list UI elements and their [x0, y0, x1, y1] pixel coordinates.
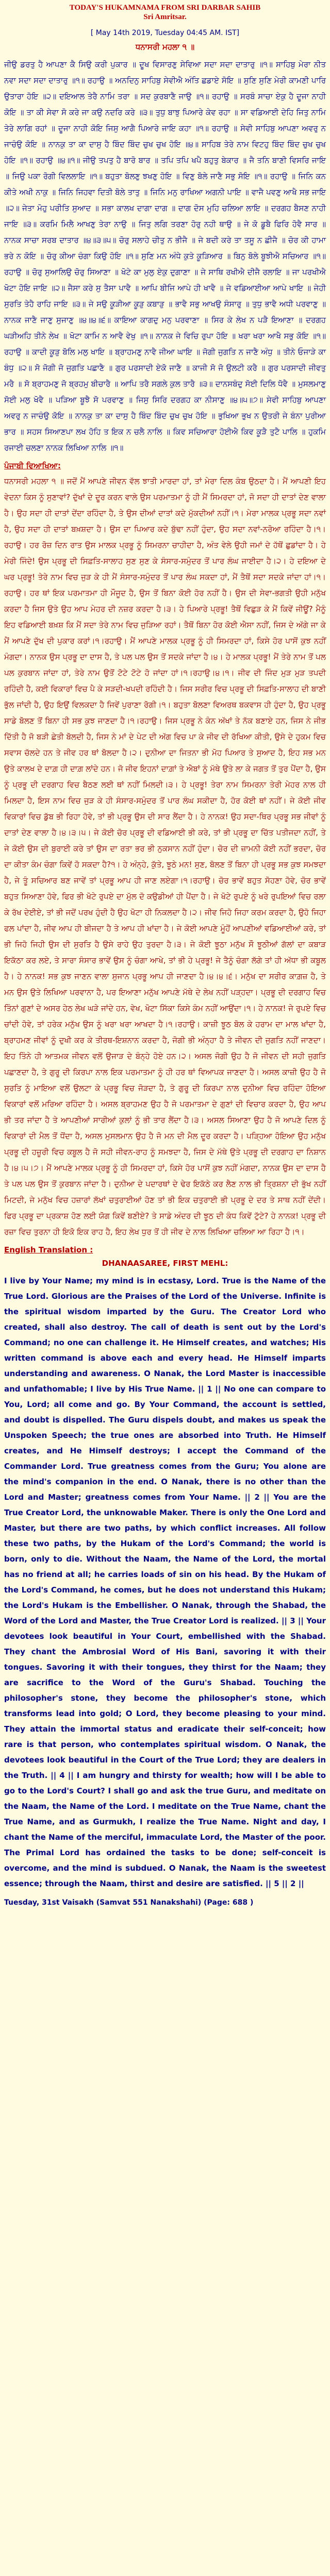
- english-translation-text: I live by Your Name; my mind is in ecstasy, Lord. True is the Name of the True Lord. Glorious are the Praises of the Lord of the Universe. Infinite is the spiritual wisdom imparted by the Guru. The Creator Lord who created, shall also destroy. The call of death is sent out by the Lord's Command; no one can challenge it. He Himself creates, and watches; His written command is above each and every head. He Himself imparts understanding and awareness. O Nanak, the Lord Master is inaccessible and unfathomable; I live by His True Name. || 1 || No one can compare to You, Lord; all come and go. By Your Command, the account is settled, and doubt is dispelled. The Guru dispels doubt, and makes us speak the Unspoken Speech; the true ones are absorbed into Truth. He Himself creates, and He Himself destroys; I accept the Command of the Commander Lord. True greatness comes from the Guru; You alone are the mind's companion in the end. O Nanak, there is no other than the Lord and Master; greatness comes from Your Name. || 2 || You are the True Creator Lord, the unknowable Maker. There is only the One Lord and Master, but there are two paths, by which conflict increases. All follow these two paths, by the Hukam of the Lord's Command; the world is born, only to die. Without the Naam, the Name of the Lord, the mortal has no friend at all; he carries loads of sin on his head. By the Hukam of the Lord's Command, he comes, but he does not understand this Hukam; the Lord's Hukam is the Embellisher. O Nanak, through the Shabad, the Word of the Lord and Master, the True Creator Lord is realized. || 3 || Your devotees look beautiful in Your Court, embellished with the Shabad. They chant the Ambrosial Word of His Bani, savoring it with their tongues. Savoring it with their tongues, they thirst for the Naam; they are sacrifice to the Word of the Guru's Shabad. Touching the philosopher's stone, they become the philosopher's stone, which transforms lead into gold; O Lord, they become pleasing to your mind. They attain the immortal status and eradicate their self-conceit; how rare is that person, who contemplates spiritual wisdom. O Nanak, the devotees look beautiful in the Court of the True Lord; they are dealers in the Truth. || 4 || I am hungry and thirsty for wealth; how will I be able to go to the Lord's Court? I shall go and ask the true Guru, and meditate on the Naam, the Name of the Lord. I meditate on the True Name, chant the True Name, and as Gurmukh, I realize the True Name. Night and day, I chant the Name of the merciful, immaculate Lord, the Master of the poor. The Primal Lord has ordained the tasks to be done; self-conceit is overcome, and the mind is subdued. O Nanak, the Naam is the sweetest essence; through the Naam, thirst and desire are satisfied. || 5 || 2 ||: [4, 1276, 326, 1888]
- date-line: [ May 14th 2019, Tuesday 04:45 AM. IST]: [90, 29, 240, 37]
- punjabi-explanation-text: ਧਨਾਸਰੀ ਮਹਲਾ ੧ ॥ ਜਦੋਂ ਮੈਂ ਆਪਣੇ ਜੀਵਨ ਵੱਲ ਝਾਤੀ ਮਾਰਦਾ ਹਾਂ, ਤਾਂ ਮੇਰਾ ਦਿਲ ਕੰਬ ਉਠਦਾ ਹੈ। ਮੈਂ ਆਪਣੀ ਇਹ ਵੇਦਨਾ ਕਿਸ ਨੂੰ ਸੁਣਾਵਾਂ? ਦੁੱਖਾਂ ਦੇ ਦੂਰ ਕਰਨ ਵਾਲੇ ਉਸ ਪਰਮਾਤਮਾ ਨੂੰ ਹੀ ਮੈਂ ਸਿਮਰਦਾ ਹਾਂ, ਜੋ ਸਦਾ ਹੀ ਦਾਤਾਂ ਦੇਣ ਵਾਲਾ ਹੈ। ਉਹ ਸਦਾ ਹੀ ਦਾਤਾਂ ਦੇਂਦਾ ਰਹਿੰਦਾ ਹੈ, ਤੇ ਉਸ ਦੀਆਂ ਦਾਤਾਂ ਕਦੇ ਮੁੱਕਦੀਆਂ ਨਹੀਂ।੧। ਮੇਰਾ ਮਾਲਕ ਪ੍ਰਭੂ ਸਦਾ ਨਵਾਂ ਹੈ, ਉਹ ਸਦਾ ਹੀ ਦਾਤਾਂ ਬਖ਼ਸ਼ਦਾ ਹੈ। ਉਸ ਦਾ ਪਿਆਰ ਕਦੇ ਬੁੱਢਾ ਨਹੀਂ ਹੁੰਦਾ, ਉਹ ਸਦਾ ਨਵਾਂ-ਨਰੋਆ ਰਹਿੰਦਾ ਹੈ।੧।ਰਹਾਉ। ਹਰ ਰੋਜ਼ ਦਿਨ ਰਾਤ ਉਸ ਮਾਲਕ ਪ੍ਰਭੂ ਨੂੰ ਸਿਮਰਨਾ ਚਾਹੀਦਾ ਹੈ, ਅੰਤ ਵੇਲੇ ਉਹੀ ਜਮਾਂ ਦੇ ਹੱਥੋਂ ਛੁਡਾਂਦਾ ਹੈ। ਹੇ ਮੇਰੀ ਜਿੰਦੇ! ਉਸ ਪ੍ਰਭੂ ਦੀ ਸਿਫ਼ਤਿ-ਸਾਲਾਹ ਸੁਣ ਸੁਣ ਕੇ ਸੰਸਾਰ-ਸਮੁੰਦਰ ਤੋਂ ਪਾਰ ਲੰਘ ਜਾਈਦਾ ਹੈ।੨। ਹੇ ਦਇਆ ਦੇ ਘਰ ਪ੍ਰਭੂ! ਤੇਰੇ ਨਾਮ ਵਿਚ ਜੁੜ ਕੇ ਹੀ ਮੈਂ ਸੰਸਾਰ-ਸਮੁੰਦਰ ਤੋਂ ਪਾਰ ਲੰਘ ਸਕਦਾ ਹਾਂ, ਮੈਂ ਤੈਥੋਂ ਸਦਾ ਸਦਕੇ ਜਾਂਦਾ ਹਾਂ।੧।ਰਹਾਉ। ਹਰ ਥਾਂ ਇਕ ਪਰਮਾਤਮਾ ਹੀ ਮੌਜੂਦ ਹੈ, ਉਸ ਤੋਂ ਬਿਨਾ ਕੋਈ ਹੋਰ ਨਹੀਂ ਹੈ। ਉਸ ਦੀ ਸੇਵਾ-ਭਗਤੀ ਉਹੀ ਮਨੁੱਖ ਕਰਦਾ ਹੈ ਜਿਸ ਉਤੇ ਉਹ ਆਪ ਮੇਹਰ ਦੀ ਨਜ਼ਰ ਕਰਦਾ ਹੈ।੩। ਹੇ ਪਿਆਰੇ ਪ੍ਰਭੂ! ਤੈਥੋਂ ਵਿਛੁੜ ਕੇ ਮੈਂ ਕਿਵੇਂ ਜੀਊਂ? ਮੈਨੂੰ ਇਹ ਵਡਿਆਈ ਬਖ਼ਸ਼ ਕਿ ਮੈਂ ਸਦਾ ਤੇਰੇ ਨਾਮ ਵਿਚ ਜੁੜਿਆ ਰਹਾਂ। ਤੈਥੋਂ ਬਿਨਾ ਹੋਰ ਕੋਈ ਐਸਾ ਨਹੀਂ, ਜਿਸ ਦੇ ਅੱਗੇ ਜਾ ਕੇ ਮੈਂ ਆਪਣੇ ਦੁੱਖ ਦੀ ਪੁਕਾਰ ਕਰਾਂ।੧।ਰਹਾਉ। ਮੈਂ ਆਪਣੇ ਮਾਲਕ ਪ੍ਰਭੂ ਨੂੰ ਹੀ ਸਿਮਰਦਾ ਹਾਂ, ਕਿਸੇ ਹੋਰ ਪਾਸੋਂ ਕੁਝ ਨਹੀਂ ਮੰਗਦਾ। ਨਾਨਕ ਉਸ ਪ੍ਰਭੂ ਦਾ ਦਾਸ ਹੈ, ਤੇ ਪਲ ਪਲ ਉਸ ਤੋਂ ਸਦਕੇ ਜਾਂਦਾ ਹੈ।੪। ਹੇ ਮਾਲਕ ਪ੍ਰਭੂ! ਮੈਂ ਤੇਰੇ ਨਾਮ ਤੋਂ ਪਲ ਪਲ ਕੁਰਬਾਨ ਜਾਂਦਾ ਹਾਂ, ਤੇਰੇ ਨਾਮ ਉਤੋਂ ਟੋਟੇ ਟੋਟੇ ਹੋ ਜਾਂਦਾ ਹਾਂ।੧।ਰਹਾਉ।੪।੧। ਜੀਵ ਦੀ ਜਿੰਦ ਮੁੜ ਮੁੜ ਤਪਦੀ ਰਹਿੰਦੀ ਹੈ, ਕਈ ਵਿਕਾਰਾਂ ਵਿਚ ਪੈ ਕੇ ਸੜਦੀ-ਖਪਦੀ ਰਹਿੰਦੀ ਹੈ। ਜਿਸ ਸਰੀਰ ਵਿਚ ਪ੍ਰਭੂ ਦੀ ਸਿਫ਼ਤਿ-ਸਾਲਾਹ ਦੀ ਬਾਣੀ ਭੁੱਲ ਜਾਂਦੀ ਹੈ, ਉਹ ਇਉਂ ਵਿਲਕਦਾ ਹੈ ਜਿਵੇਂ ਪੁਰਾਣਾ ਰੋਗੀ।੧। ਬਹੁਤਾ ਬੋਲਣਾ ਵਿਅਰਥ ਬਕਵਾਸ ਹੀ ਹੁੰਦਾ ਹੈ, ਉਹ ਪ੍ਰਭੂ ਸਾਡੇ ਬੋਲਣ ਤੋਂ ਬਿਨਾ ਹੀ ਸਭ ਕੁਝ ਜਾਣਦਾ ਹੈ।੧।ਰਹਾਉ। ਜਿਸ ਪ੍ਰਭੂ ਨੇ ਕੰਨ ਅੱਖਾਂ ਤੇ ਨੱਕ ਬਣਾਏ ਹਨ, ਜਿਸ ਨੇ ਜੀਭ ਦਿੱਤੀ ਹੈ ਜੋ ਬੜੀ ਛੇਤੀ ਬੋਲਦੀ ਹੈ, ਜਿਸ ਨੇ ਮਾਂ ਦੇ ਪੇਟ ਦੀ ਅੱਗ ਵਿਚ ਪਾ ਕੇ ਜੀਵ ਦੀ ਰੱਖਿਆ ਕੀਤੀ, ਉਸੇ ਦੇ ਹੁਕਮ ਵਿਚ ਸਵਾਸ ਚੱਲਦੇ ਹਨ ਤੇ ਜੀਵ ਹਰ ਥਾਂ ਬੋਲਦਾ ਹੈ।੨। ਦੁਨੀਆ ਦਾ ਜਿਤਨਾ ਭੀ ਮੋਹ ਪਿਆਰ ਤੇ ਸੁਆਦ ਹੈ, ਇਹ ਸਭ ਮਨ ਉਤੇ ਕਾਲਖ ਦੇ ਦਾਗ਼ ਹੀ ਦਾਗ਼ ਲਾਂਦੇ ਹਨ। ਜੋ ਜੀਵ ਇਹਨਾਂ ਦਾਗ਼ਾਂ ਤੇ ਐਬਾਂ ਨੂੰ ਮੱਥੇ ਉਤੇ ਲਾ ਕੇ ਜਗਤ ਤੋਂ ਤੁਰ ਪੈਂਦਾ ਹੈ, ਉਸ ਨੂੰ ਪ੍ਰਭੂ ਦੀ ਦਰਗਾਹ ਵਿਚ ਬੈਠਣ ਲਈ ਥਾਂ ਨਹੀਂ ਮਿਲਦੀ।੩। ਹੇ ਪ੍ਰਭੂ! ਤੇਰਾ ਨਾਮ ਸਿਮਰਨਾ ਤੇਰੀ ਮੇਹਰ ਨਾਲ ਹੀ ਮਿਲਦਾ ਹੈ, ਇਸ ਨਾਮ ਵਿਚ ਜੁੜ ਕੇ ਹੀ ਸੰਸਾਰ-ਸਮੁੰਦਰ ਤੋਂ ਪਾਰ ਲੰਘ ਸਕੀਦਾ ਹੈ, ਹੋਰ ਕੋਈ ਥਾਂ ਨਹੀਂ। ਜੇ ਕੋਈ ਜੀਵ ਵਿਕਾਰਾਂ ਵਿਚ ਡੁੱਬ ਭੀ ਰਿਹਾ ਹੋਵੇ, ਤਾਂ ਭੀ ਪ੍ਰਭੂ ਉਸ ਦੀ ਸਾਰ ਲੈਂਦਾ ਹੈ। ਹੇ ਨਾਨਕ! ਉਹ ਸਦਾ-ਥਿਰ ਪ੍ਰਭੂ ਸਭ ਜੀਵਾਂ ਨੂੰ ਦਾਤਾਂ ਦੇਣ ਵਾਲਾ ਹੈ।੪।੩।੫। ਜੇ ਕੋਈ ਚੋਰ ਪ੍ਰਭੂ ਦੀ ਵਡਿਆਈ ਭੀ ਕਰੇ, ਤਾਂ ਭੀ ਪ੍ਰਭੂ ਦਾ ਚਿੱਤ ਪਤੀਜਦਾ ਨਹੀਂ, ਤੇ ਜੇ ਕੋਈ ਉਸ ਦੀ ਬੁਰਾਈ ਕਰੇ ਤਾਂ ਉਸ ਦਾ ਰਤਾ ਭਰ ਭੀ ਨੁਕਸਾਨ ਨਹੀਂ ਹੁੰਦਾ। ਚੋਰ ਦੀ ਜ਼ਾਮਨੀ ਕੋਈ ਨਹੀਂ ਭਰਦਾ, ਚੋਰ ਦਾ ਕੀਤਾ ਕੰਮ ਚੰਗਾ ਕਿਵੇਂ ਹੋ ਸਕਦਾ ਹੈ?੧। ਹੇ ਅੰਨ੍ਹੇ, ਕੁੱਤੇ, ਝੂਠੇ ਮਨ! ਸੁਣ, ਬੋਲਣ ਤੋਂ ਬਿਨਾ ਹੀ ਪ੍ਰਭੂ ਸਭ ਕੁਝ ਸਮਝਦਾ ਹੈ, ਜੇ ਤੂੰ ਸਚਿਆਰ ਬਣ ਜਾਵੇਂ ਤਾਂ ਪ੍ਰਭੂ ਆਪ ਹੀ ਜਾਣ ਲਏਗਾ।੧।ਰਹਾਉ। ਚੋਰ ਭਾਵੇਂ ਬਹੁਤ ਸੋਹਣਾ ਹੋਵੇ, ਚੋਰ ਭਾਵੇਂ ਬਹੁਤ ਸਿਆਣਾ ਹੋਵੇ, ਫਿਰ ਭੀ ਖੋਟੇ ਰੁਪਏ ਦਾ ਮੁੱਲ ਦੋ ਕਉਡੀਆਂ ਹੀ ਪੈਂਦਾ ਹੈ। ਜੇ ਖੋਟੇ ਰੁਪਏ ਨੂੰ ਖਰੇ ਰੁਪਇਆਂ ਵਿਚ ਰਲਾ ਕੇ ਰੱਖ ਦੇਈਏ, ਤਾਂ ਭੀ ਜਦੋਂ ਪਰਖ ਹੁੰਦੀ ਹੈ ਉਹ ਖੋਟਾ ਹੀ ਨਿਕਲਦਾ ਹੈ।੨। ਜੀਵ ਜਿਹੋ ਜਿਹਾ ਕਰਮ ਕਰਦਾ ਹੈ, ਉਹੋ ਜਿਹਾ ਫਲ ਪਾਂਦਾ ਹੈ, ਜੀਵ ਆਪ ਹੀ ਬੀਜਦਾ ਹੈ ਤੇ ਆਪ ਹੀ ਖਾਂਦਾ ਹੈ। ਜੇ ਕੋਈ ਆਪਣੇ ਮੂੰਹੋਂ ਆਪਣੀਆਂ ਵਡਿਆਈਆਂ ਕਰੇ, ਤਾਂ ਭੀ ਜਿਹੋ ਜਿਹੀ ਉਸ ਦੀ ਸੁਰਤਿ ਹੈ ਉਸੇ ਰਾਹੇ ਉਹ ਤੁਰਦਾ ਹੈ।੩। ਜੇ ਕੋਈ ਝੂਠਾ ਮਨੁੱਖ ਸੌ ਝੂਠੀਆਂ ਗੱਲਾਂ ਦਾ ਕਬਾੜ ਇਕੱਠਾ ਕਰ ਲਏ, ਤੇ ਸਾਰਾ ਸੰਸਾਰ ਭਾਵੇਂ ਉਸ ਨੂੰ ਚੰਗਾ ਆਖੇ, ਤਾਂ ਭੀ ਹੇ ਪ੍ਰਭੂ! ਜੇ ਤੈਨੂੰ ਚੰਗਾ ਲੱਗੇ ਤਾਂ ਹੀ ਅੱਧਾ ਭੀ ਕਬੂਲ ਹੈ। ਹੇ ਨਾਨਕ! ਸਭ ਕੁਝ ਜਾਣਨ ਵਾਲਾ ਸੁਜਾਨ ਪ੍ਰਭੂ ਆਪ ਹੀ ਜਾਣਦਾ ਹੈ।੪।੪।੬। ਮਨੁੱਖ ਦਾ ਸਰੀਰ ਕਾਗ਼ਜ਼ ਹੈ, ਤੇ ਮਨ ਉਸ ਉਤੇ ਲਿਖਿਆ ਪਰਵਾਨਾ ਹੈ, ਪਰ ਇਆਣਾ ਮਨੁੱਖ ਆਪਣੇ ਮੱਥੇ ਦੇ ਲੇਖ ਨਹੀਂ ਪੜ੍ਹਦਾ। ਪ੍ਰਭੂ ਦੀ ਦਰਗਾਹ ਵਿਚ ਤਿੰਨਾਂ ਗੁਣਾਂ ਦੇ ਅਸਰ ਹੇਠ ਲੇਖ ਘੜੇ ਜਾਂਦੇ ਹਨ, ਵੇਖ, ਖੋਟਾ ਸਿੱਕਾ ਕਿਸੇ ਕੰਮ ਨਹੀਂ ਆਉਂਦਾ।੧। ਹੇ ਨਾਨਕ! ਜੇ ਰੁਪਏ ਵਿਚ ਚਾਂਦੀ ਹੋਵੇ, ਤਾਂ ਹਰੇਕ ਮਨੁੱਖ ਉਸ ਨੂੰ ਖਰਾ ਖਰਾ ਆਖਦਾ ਹੈ।੧।ਰਹਾਉ। ਕਾਜ਼ੀ ਝੂਠ ਬੋਲ ਕੇ ਹਰਾਮ ਦਾ ਮਾਲ ਖਾਂਦਾ ਹੈ, ਬ੍ਰਾਹਮਣ ਜੀਵਾਂ ਨੂੰ ਦੁਖੀ ਕਰ ਕੇ ਤੀਰਥ-ਇਸ਼ਨਾਨ ਕਰਦਾ ਹੈ, ਜੋਗੀ ਭੀ ਅੰਨ੍ਹਾ ਹੈ ਤੇ ਜੀਵਨ ਦੀ ਜੁਗਤਿ ਨਹੀਂ ਜਾਣਦਾ। ਇਹ ਤਿੰਨੇ ਹੀ ਆਤਮਕ ਜੀਵਨ ਵਲੋਂ ਉਜਾੜ ਦੇ ਬੰਨ੍ਹੇ ਹੋਏ ਹਨ।੨। ਅਸਲ ਜੋਗੀ ਉਹ ਹੈ ਜੋ ਜੀਵਨ ਦੀ ਸਹੀ ਜੁਗਤਿ ਪਛਾਣਦਾ ਹੈ, ਤੇ ਗੁਰੂ ਦੀ ਕਿਰਪਾ ਨਾਲ ਇਕ ਪਰਮਾਤਮਾ ਨੂੰ ਹੀ ਹਰ ਥਾਂ ਵਿਆਪਕ ਜਾਣਦਾ ਹੈ। ਅਸਲ ਕਾਜ਼ੀ ਉਹ ਹੈ ਜੋ ਸੁਰਤਿ ਨੂੰ ਮਾਇਆ ਵਲੋਂ ਉਲਟਾ ਕੇ ਪ੍ਰਭੂ ਵਿਚ ਜੋੜਦਾ ਹੈ, ਤੇ ਗੁਰੂ ਦੀ ਕਿਰਪਾ ਨਾਲ ਦੁਨੀਆ ਵਿਚ ਰਹਿੰਦਾ ਹੋਇਆ ਵਿਕਾਰਾਂ ਵਲੋਂ ਮਰਿਆ ਰਹਿੰਦਾ ਹੈ। ਅਸਲ ਬ੍ਰਾਹਮਣ ਉਹ ਹੈ ਜੋ ਪਰਮਾਤਮਾ ਦੇ ਗੁਣਾਂ ਦੀ ਵਿਚਾਰ ਕਰਦਾ ਹੈ, ਉਹ ਆਪ ਭੀ ਤਰ ਜਾਂਦਾ ਹੈ ਤੇ ਆਪਣੀਆਂ ਸਾਰੀਆਂ ਕੁਲਾਂ ਨੂੰ ਭੀ ਤਾਰ ਲੈਂਦਾ ਹੈ।੩। ਅਸਲ ਸਿਆਣਾ ਉਹ ਹੈ ਜੋ ਆਪਣੇ ਦਿਲ ਨੂੰ ਵਿਕਾਰਾਂ ਦੀ ਮੈਲ ਤੋਂ ਧੋਂਦਾ ਹੈ, ਅਸਲ ਮੁਸਲਮਾਨ ਉਹ ਹੈ ਜੋ ਮਨ ਦੀ ਮੈਲ ਦੂਰ ਕਰਦਾ ਹੈ। ਪੜ੍ਹਿਆ ਹੋਇਆ ਉਹ ਮਨੁੱਖ ਪ੍ਰਭੂ ਦੀ ਹਜ਼ੂਰੀ ਵਿਚ ਕਬੂਲ ਹੈ ਜੋ ਸਹੀ ਜੀਵਨ-ਰਾਹ ਨੂੰ ਸਮਝਦਾ ਹੈ, ਜਿਸ ਦੇ ਮੱਥੇ ਉਤੇ ਪ੍ਰਭੂ ਦੀ ਦਰਗਾਹ ਦਾ ਨਿਸ਼ਾਨ ਹੈ।੪।੫।੭। ਮੈਂ ਆਪਣੇ ਮਾਲਕ ਪ੍ਰਭੂ ਨੂੰ ਹੀ ਸਿਮਰਦਾ ਹਾਂ, ਕਿਸੇ ਹੋਰ ਪਾਸੋਂ ਕੁਝ ਨਹੀਂ ਮੰਗਦਾ, ਨਾਨਕ ਉਸ ਦਾ ਦਾਸ ਹੈ ਤੇ ਪਲ ਪਲ ਉਸ ਤੋਂ ਕੁਰਬਾਨ ਜਾਂਦਾ ਹੈ। ਦੁਨੀਆ ਦੇ ਪਦਾਰਥਾਂ ਦੇ ਢੇਰ ਇਕੱਠੇ ਕਰ ਲੈਣ ਨਾਲ ਭੀ ਤ੍ਰਿਸ਼ਨਾ ਦੀ ਭੁੱਖ ਨਹੀਂ ਮਿਟਦੀ, ਜੇ ਮਨੁੱਖ ਵਿਚ ਹਜ਼ਾਰਾਂ ਲੱਖਾਂ ਚਤੁਰਾਈਆਂ ਹੋਣ ਤਾਂ ਭੀ ਇਕ ਚਤੁਰਾਈ ਭੀ ਪ੍ਰਭੂ ਦੇ ਦਰ ਤੇ ਸਾਥ ਨਹੀਂ ਦੇਂਦੀ। ਫਿਰ ਪ੍ਰਭੂ ਦਾ ਪ੍ਰਕਾਸ਼ ਹੋਣ ਲਈ ਯੋਗ ਕਿਵੇਂ ਬਣੀਏ? ਤੇ ਸਾਡੇ ਅੰਦਰ ਦੀ ਝੂਠ ਦੀ ਕੰਧ ਕਿਵੇਂ ਟੁੱਟੇ? ਹੇ ਨਾਨਕ! ਪ੍ਰਭੂ ਦੀ ਰਜ਼ਾ ਵਿਚ ਤੁਰਨਾ ਹੀ ਇਕੋ ਇਕ ਰਾਹ ਹੈ, ਇਹ ਲੇਖ ਧੁਰ ਤੋਂ ਹੀ ਜੀਵ ਦੇ ਨਾਲ ਲਿਖਿਆ ਚਲਿਆ ਆ ਰਿਹਾ ਹੈ।੧।: [4, 477, 326, 1236]
- raag-heading: ਧਨਾਸਰੀ ਮਹਲਾ ੧ ॥: [135, 42, 195, 52]
- title-line-1: TODAY'S HUKAMNAMA FROM SRI DARBAR SAHIB: [69, 4, 261, 12]
- english-raag-title: DHANAASAREE, FIRST MEHL:: [102, 1259, 228, 1268]
- english-translation-heading: English Translation :: [4, 1245, 93, 1255]
- gurbani-shabad: ਜੀਉ ਡਰਤੁ ਹੈ ਆਪਣਾ ਕੈ ਸਿਉ ਕਰੀ ਪੁਕਾਰ ॥ ਦੂਖ ਵਿਸਾਰਣੁ ਸੇਵਿਆ ਸਦਾ ਸਦਾ ਦਾਤਾਰੁ ॥੧॥ ਸਾਹਿਬੁ ਮੇਰਾ ਨੀਤ ਨਵਾ ਸਦਾ ਸਦਾ ਦਾਤਾਰੁ ॥੧॥ ਰਹਾਉ ॥ ਅਨਦਿਨੁ ਸਾਹਿਬੁ ਸੇਵੀਐ ਅੰਤਿ ਛਡਾਏ ਸੋਇ ॥ ਸੁਣਿ ਸੁਣਿ ਮੇਰੀ ਕਾਮਣੀ ਪਾਰਿ ਉਤਾਰਾ ਹੋਇ ॥੨॥ ਦਇਆਲ ਤੇਰੈ ਨਾਮਿ ਤਰਾ ॥ ਸਦ ਕੁਰਬਾਣੈ ਜਾਉ ॥੧॥ ਰਹਾਉ ॥ ਸਰਬੰ ਸਾਚਾ ਏਕੁ ਹੈ ਦੂਜਾ ਨਾਹੀ ਕੋਇ ॥ ਤਾ ਕੀ ਸੇਵਾ ਸੋ ਕਰੇ ਜਾ ਕਉ ਨਦਰਿ ਕਰੇ ॥੩॥ ਤੁਧੁ ਬਾਝੁ ਪਿਆਰੇ ਕੇਵ ਰਹਾ ॥ ਸਾ ਵਡਿਆਈ ਦੇਹਿ ਜਿਤੁ ਨਾਮਿ ਤੇਰੇ ਲਾਗਿ ਰਹਾਂ ॥ ਦੂਜਾ ਨਾਹੀ ਕੋਇ ਜਿਸੁ ਆਗੈ ਪਿਆਰੇ ਜਾਇ ਕਹਾ ॥੧॥ ਰਹਾਉ ॥ ਸੇਵੀ ਸਾਹਿਬੁ ਆਪਣਾ ਅਵਰੁ ਨ ਜਾਚੰਉ ਕੋਇ ॥ ਨਾਨਕੁ ਤਾ ਕਾ ਦਾਸੁ ਹੈ ਬਿੰਦ ਬਿੰਦ ਚੁਖ ਚੁਖ ਹੋਇ ॥੪॥ ਸਾਹਿਬ ਤੇਰੇ ਨਾਮ ਵਿਟਹੁ ਬਿੰਦ ਬਿੰਦ ਚੁਖ ਚੁਖ ਹੋਇ ॥੧॥ ਰਹਾਉ ॥੪॥੧॥ ਜੀਉ ਤਪਤੁ ਹੈ ਬਾਰੋ ਬਾਰ ॥ ਤਪਿ ਤਪਿ ਖਪੈ ਬਹੁਤੁ ਬੇਕਾਰ ॥ ਜੈ ਤਨਿ ਬਾਣੀ ਵਿਸਰਿ ਜਾਇ ॥ ਜਿਉ ਪਕਾ ਰੋਗੀ ਵਿਲਲਾਇ ॥੧॥ ਬਹੁਤਾ ਬੋਲਣੁ ਝਖਣੁ ਹੋਇ ॥ ਵਿਣੁ ਬੋਲੇ ਜਾਣੈ ਸਭੁ ਸੋਇ ॥੧॥ ਰਹਾਉ ॥ ਜਿਨਿ ਕਨ ਕੀਤੇ ਅਖੀ ਨਾਕੁ ॥ ਜਿਨਿ ਜਿਹਵਾ ਦਿਤੀ ਬੋਲੇ ਤਾਤੁ ॥ ਜਿਨਿ ਮਨੁ ਰਾਖਿਆ ਅਗਨੀ ਪਾਇ ॥ ਵਾਜੈ ਪਵਣੁ ਆਖੈ ਸਭ ਜਾਇ ॥੨॥ ਜੇਤਾ ਮੋਹੁ ਪਰੀਤਿ ਸੁਆਦ ॥ ਸਭਾ ਕਾਲਖ ਦਾਗਾ ਦਾਗ ॥ ਦਾਗ ਦੋਸ ਮੁਹਿ ਚਲਿਆ ਲਾਇ ॥ ਦਰਗਹ ਬੈਸਣ ਨਾਹੀ ਜਾਇ ॥੩॥ ਕਰਮਿ ਮਿਲੈ ਆਖਣੁ ਤੇਰਾ ਨਾਉ ॥ ਜਿਤੁ ਲਗਿ ਤਰਣਾ ਹੋਰੁ ਨਹੀ ਥਾਉ ॥ ਜੇ ਕੋ ਡੂਬੈ ਫਿਰਿ ਹੋਵੈ ਸਾਰ ॥ ਨਾਨਕ ਸਾਚਾ ਸਰਬ ਦਾਤਾਰ ॥੪॥੩॥੫॥ ਚੋਰੁ ਸਲਾਹੇ ਚੀਤੁ ਨ ਭੀਜੈ ॥ ਜੇ ਬਦੀ ਕਰੇ ਤਾ ਤਸੂ ਨ ਛੀਜੈ ॥ ਚੋਰ ਕੀ ਹਾਮਾ ਭਰੇ ਨ ਕੋਇ ॥ ਚੋਰੁ ਕੀਆ ਚੰਗਾ ਕਿਉ ਹੋਇ ॥੧॥ ਸੁਣਿ ਮਨ ਅੰਧੇ ਕੁਤੇ ਕੂੜਿਆਰ ॥ ਬਿਨੁ ਬੋਲੇ ਬੂਝੀਐ ਸਚਿਆਰ ॥੧॥ ਰਹਾਉ ॥ ਚੋਰੁ ਸੁਆਲਿਉ ਚੋਰੁ ਸਿਆਣਾ ॥ ਖੋਟੇ ਕਾ ਮੁਲੁ ਏਕੁ ਦੁਗਾਣਾ ॥ ਜੇ ਸਾਥਿ ਰਖੀਐ ਦੀਜੈ ਰਲਾਇ ॥ ਜਾ ਪਰਖੀਐ ਖੋਟਾ ਹੋਇ ਜਾਇ ॥੨॥ ਜੈਸਾ ਕਰੇ ਸੁ ਤੈਸਾ ਪਾਵੈ ॥ ਆਪਿ ਬੀਜਿ ਆਪੇ ਹੀ ਖਾਵੈ ॥ ਜੇ ਵਡਿਆਈਆ ਆਪੇ ਖਾਇ ॥ ਜੇਹੀ ਸੁਰਤਿ ਤੇਹੈ ਰਾਹਿ ਜਾਇ ॥੩॥ ਜੇ ਸਉ ਕੂੜੀਆ ਕੂੜੁ ਕਬਾੜੁ ॥ ਭਾਵੈ ਸਭੁ ਆਖਉ ਸੰਸਾਰੁ ॥ ਤੁਧੁ ਭਾਵੈ ਅਧੀ ਪਰਵਾਣੁ ॥ ਨਾਨਕ ਜਾਣੈ ਜਾਣੁ ਸੁਜਾਣੁ ॥੪॥੪॥੬॥ ਕਾਇਆ ਕਾਗਦੁ ਮਨੁ ਪਰਵਾਣਾ ॥ ਸਿਰ ਕੇ ਲੇਖ ਨ ਪੜੈ ਇਆਣਾ ॥ ਦਰਗਹ ਘੜੀਅਹਿ ਤੀਨੇ ਲੇਖ ॥ ਖੋਟਾ ਕਾਮਿ ਨ ਆਵੈ ਵੇਖੁ ॥੧॥ ਨਾਨਕ ਜੇ ਵਿਚਿ ਰੁਪਾ ਹੋਇ ॥ ਖਰਾ ਖਰਾ ਆਖੈ ਸਭੁ ਕੋਇ ॥੧॥ ਰਹਾਉ ॥ ਕਾਦੀ ਕੂੜੁ ਬੋਲਿ ਮਲੁ ਖਾਇ ॥ ਬ੍ਰਾਹਮਣੁ ਨਾਵੈ ਜੀਆ ਘਾਇ ॥ ਜੋਗੀ ਜੁਗਤਿ ਨ ਜਾਣੈ ਅੰਧੁ ॥ ਤੀਨੇ ਓਜਾੜੇ ਕਾ ਬੰਧੁ ॥੨॥ ਸੋ ਜੋਗੀ ਜੋ ਜੁਗਤਿ ਪਛਾਣੈ ॥ ਗੁਰ ਪਰਸਾਦੀ ਏਕੋ ਜਾਣੈ ॥ ਕਾਜੀ ਸੋ ਜੋ ਉਲਟੀ ਕਰੈ ॥ ਗੁਰ ਪਰਸਾਦੀ ਜੀਵਤੁ ਮਰੈ ॥ ਸੋ ਬ੍ਰਾਹਮਣੁ ਜੋ ਬ੍ਰਹਮੁ ਬੀਚਾਰੈ ॥ ਆਪਿ ਤਰੈ ਸਗਲੇ ਕੁਲ ਤਾਰੈ ॥੩॥ ਦਾਨਸਬੰਦੁ ਸੋਈ ਦਿਲਿ ਧੋਵੈ ॥ ਮੁਸਲਮਾਣੁ ਸੋਈ ਮਲੁ ਖੋਵੈ ॥ ਪੜਿਆ ਬੂਝੈ ਸੋ ਪਰਵਾਣੁ ॥ ਜਿਸੁ ਸਿਰਿ ਦਰਗਹ ਕਾ ਨੀਸਾਣੁ ॥੪॥੫॥੭॥ ਸੇਵੀ ਸਾਹਿਬੁ ਆਪਣਾ ਅਵਰੁ ਨ ਜਾਚੰਉ ਕੋਇ ॥ ਨਾਨਕੁ ਤਾ ਕਾ ਦਾਸੁ ਹੈ ਬਿੰਦ ਬਿੰਦ ਚੁਖ ਚੁਖ ਹੋਇ ॥ ਭੁਖਿਆ ਭੁਖ ਨ ਉਤਰੀ ਜੇ ਬੰਨਾ ਪੁਰੀਆ ਭਾਰ ॥ ਸਹਸ ਸਿਆਣਪਾ ਲਖ ਹੋਹਿ ਤ ਇਕ ਨ ਚਲੈ ਨਾਲਿ ॥ ਕਿਵ ਸਚਿਆਰਾ ਹੋਈਐ ਕਿਵ ਕੂੜੈ ਤੁਟੈ ਪਾਲਿ ॥ ਹੁਕਮਿ ਰਜਾਈ ਚਲਣਾ ਨਾਨਕ ਲਿਖਿਆ ਨਾਲਿ ॥੧॥: [4, 60, 326, 452]
- title-line-2: Sri Amritsar.: [143, 13, 187, 21]
- punjabi-explanation-heading: ਪੰਜਾਬੀ ਵਿਆਖਿਆ:: [4, 461, 61, 470]
- page-title: [4, 3, 326, 22]
- footer-date: Tuesday, 31st Vaisakh (Samvat 551 Nanakshahi) (Page: 688 ): [4, 1899, 254, 1907]
